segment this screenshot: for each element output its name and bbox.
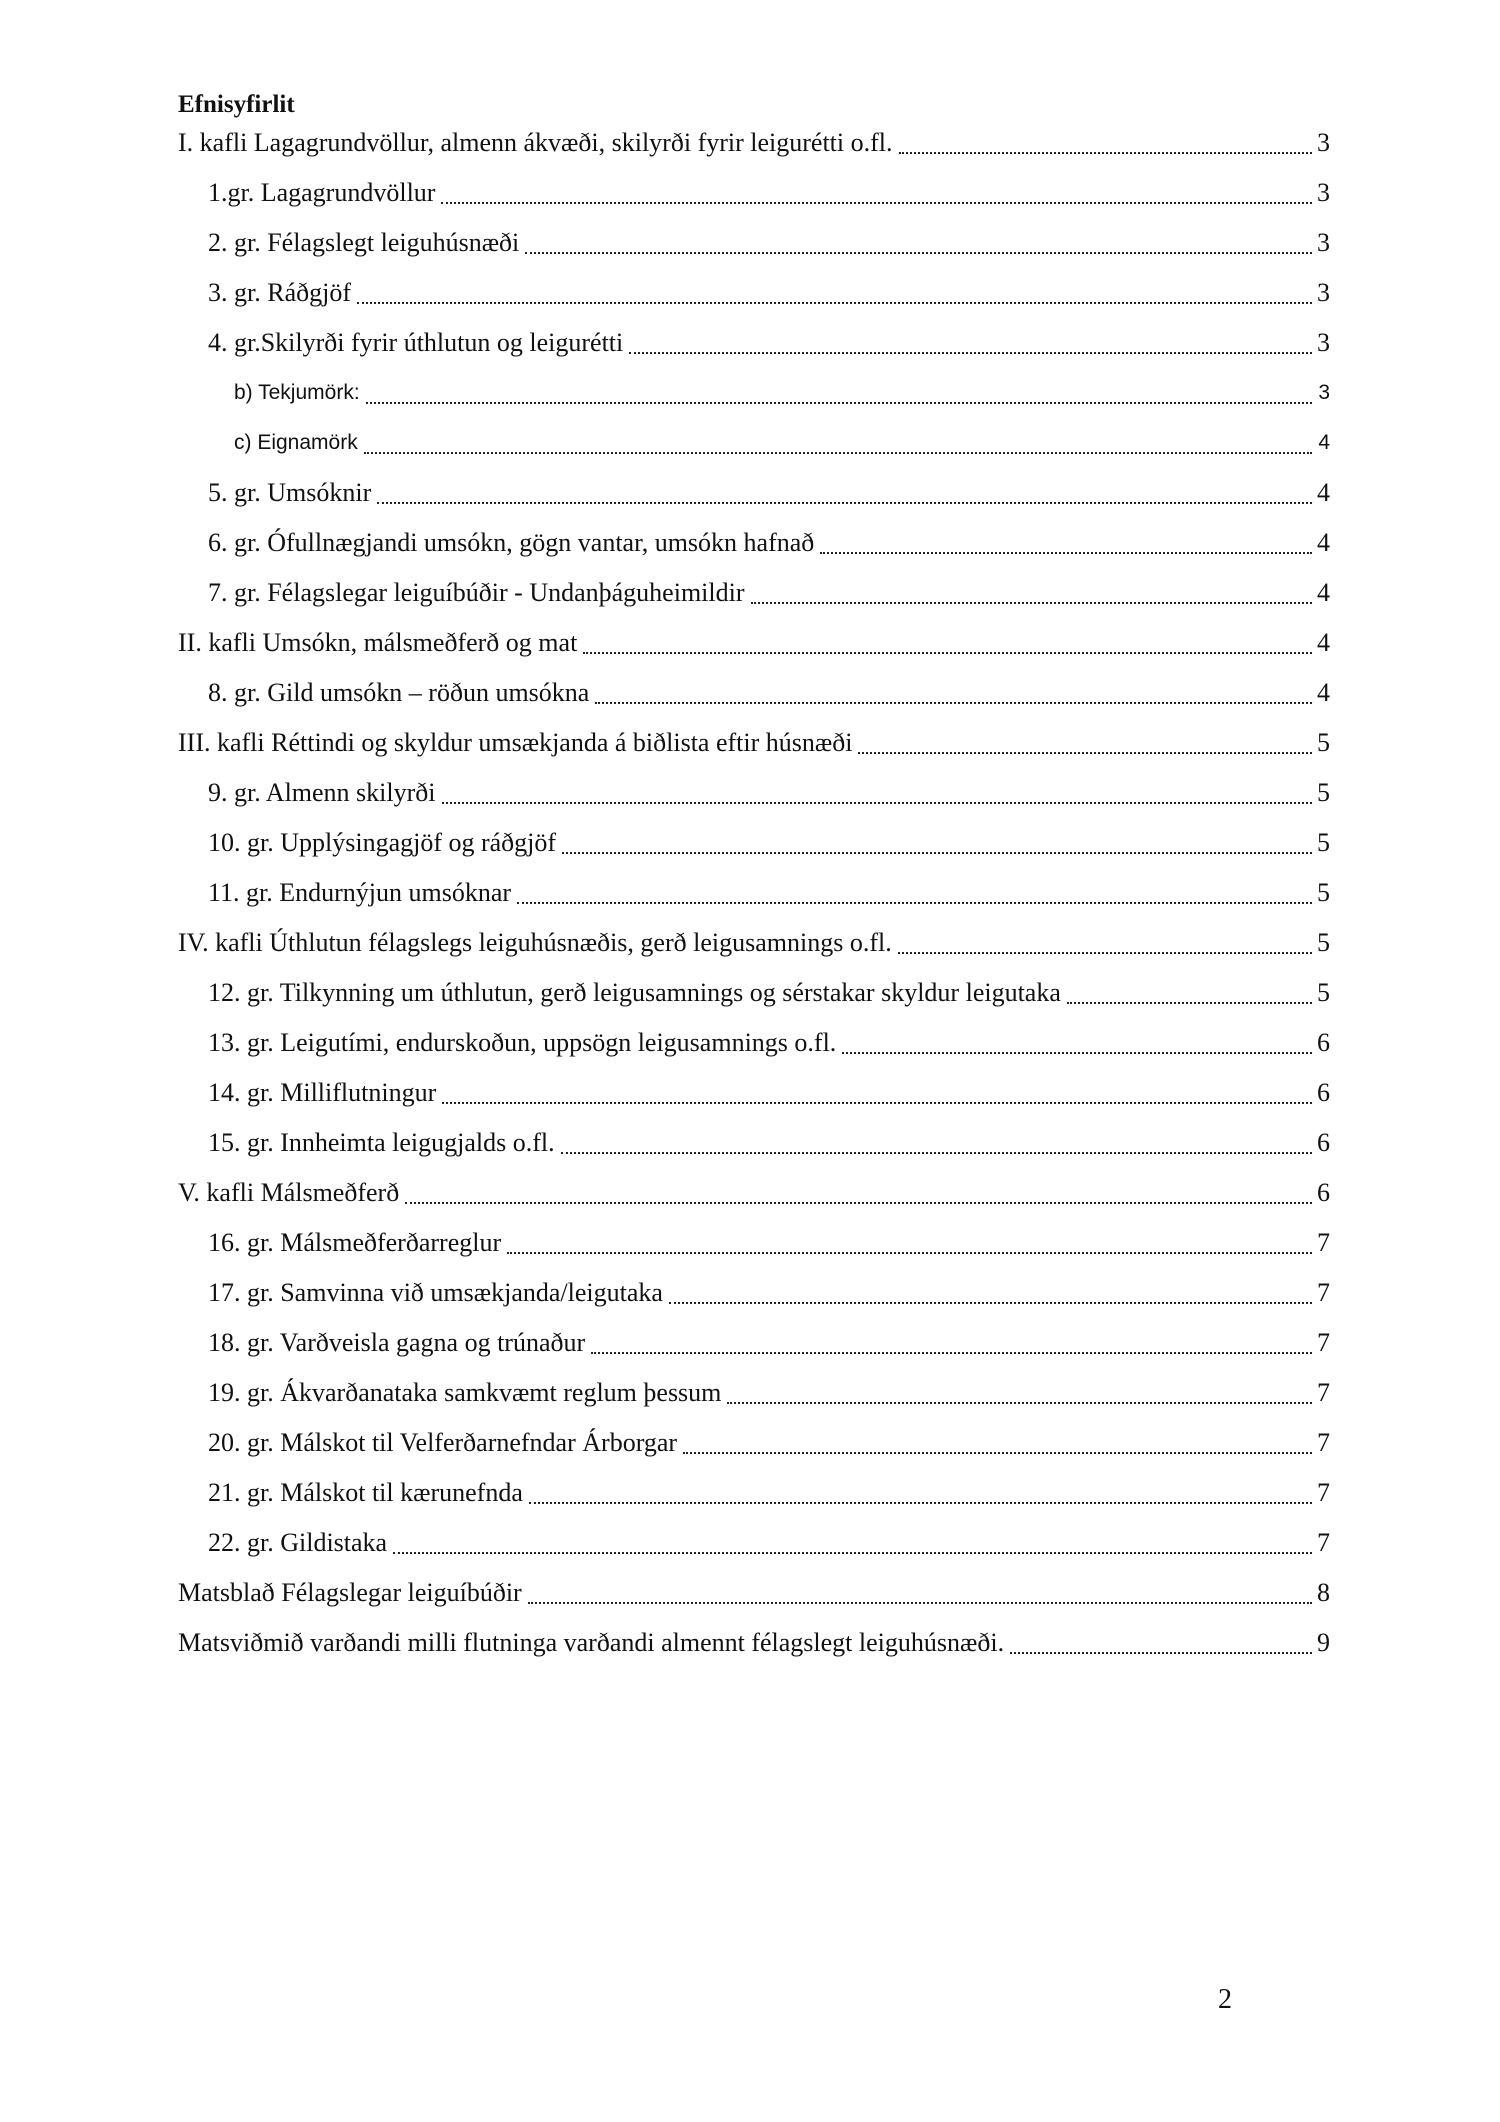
toc-dot-leader bbox=[441, 178, 1312, 204]
toc-dot-leader bbox=[562, 828, 1312, 854]
toc-dot-leader bbox=[591, 1328, 1312, 1354]
toc-entry[interactable] bbox=[178, 818, 1330, 868]
toc-dot-leader bbox=[629, 328, 1312, 354]
page-number: 2 bbox=[1218, 1984, 1232, 2015]
toc-dot-leader bbox=[751, 578, 1313, 604]
toc-entry-page: 3 bbox=[1317, 128, 1330, 157]
toc-entry-page: 3 bbox=[1317, 278, 1330, 307]
toc-entry-text: 14. gr. Milliflutningur bbox=[208, 1078, 437, 1107]
toc-entry[interactable] bbox=[178, 1568, 1330, 1618]
toc-entry[interactable] bbox=[178, 468, 1330, 518]
toc-entry[interactable] bbox=[178, 1218, 1330, 1268]
toc-entry-text: 10. gr. Upplýsingagjöf og ráðgjöf bbox=[208, 828, 557, 857]
toc-entry-page: 5 bbox=[1317, 828, 1330, 857]
toc-dot-leader bbox=[669, 1278, 1312, 1304]
toc-entry-page: 4 bbox=[1317, 628, 1330, 657]
toc-dot-leader bbox=[1010, 1628, 1312, 1654]
toc-entry-page: 8 bbox=[1317, 1578, 1330, 1607]
toc-entry-text: 21. gr. Málskot til kærunefnda bbox=[208, 1478, 523, 1507]
toc-dot-leader bbox=[442, 778, 1313, 804]
toc-dot-leader bbox=[517, 878, 1312, 904]
toc-dot-leader bbox=[405, 1178, 1312, 1204]
table-of-contents bbox=[178, 118, 1330, 1668]
toc-entry-page: 7 bbox=[1317, 1428, 1330, 1457]
toc-entry-page: 9 bbox=[1317, 1628, 1330, 1657]
toc-entry[interactable] bbox=[178, 1268, 1330, 1318]
toc-dot-leader bbox=[583, 628, 1312, 654]
toc-dot-leader bbox=[393, 1528, 1312, 1554]
toc-title: Efnisyfirlit bbox=[178, 91, 295, 118]
toc-entry-page: 4 bbox=[1317, 578, 1330, 607]
toc-entry-page: 4 bbox=[1317, 528, 1330, 557]
toc-entry[interactable] bbox=[178, 1368, 1330, 1418]
toc-dot-leader bbox=[727, 1378, 1312, 1404]
toc-entry[interactable] bbox=[178, 1518, 1330, 1568]
toc-entry[interactable] bbox=[178, 1068, 1330, 1118]
toc-entry-page: 5 bbox=[1317, 778, 1330, 807]
toc-entry-page: 6 bbox=[1317, 1128, 1330, 1157]
toc-entry-page: 6 bbox=[1317, 1078, 1330, 1107]
toc-entry[interactable] bbox=[178, 218, 1330, 268]
toc-entry[interactable] bbox=[178, 1468, 1330, 1518]
toc-entry-text: 1.gr. Lagagrundvöllur bbox=[208, 178, 436, 207]
toc-entry[interactable] bbox=[178, 118, 1330, 168]
toc-entry-text: Matsviðmið varðandi milli flutninga varðandi almennt félagslegt leiguhúsnæði. bbox=[178, 1628, 1005, 1657]
toc-entry-page: 5 bbox=[1317, 878, 1330, 907]
toc-entry-page: 6 bbox=[1317, 1178, 1330, 1207]
toc-entry-page: 4 bbox=[1317, 678, 1330, 707]
toc-entry-page: 7 bbox=[1317, 1278, 1330, 1307]
toc-entry-text: 13. gr. Leigutími, endurskoðun, uppsögn leigusamnings o.fl. bbox=[208, 1028, 837, 1057]
toc-entry[interactable] bbox=[178, 518, 1330, 568]
toc-entry-page: 4 bbox=[1318, 431, 1330, 454]
toc-dot-leader bbox=[528, 1578, 1312, 1604]
toc-entry-text: b) Tekjumörk: bbox=[234, 381, 360, 404]
toc-entry-text: 8. gr. Gild umsókn – röðun umsókna bbox=[208, 678, 590, 707]
toc-entry-page: 5 bbox=[1317, 978, 1330, 1007]
toc-dot-leader bbox=[442, 1078, 1312, 1104]
toc-entry-page: 7 bbox=[1317, 1328, 1330, 1357]
toc-dot-leader bbox=[820, 528, 1312, 554]
toc-entry[interactable] bbox=[178, 1018, 1330, 1068]
toc-entry-text: IV. kafli Úthlutun félagslegs leiguhúsnæðis, gerð leigusamnings o.fl. bbox=[178, 928, 892, 957]
toc-entry-text: 5. gr. Umsóknir bbox=[208, 478, 372, 507]
toc-entry-page: 5 bbox=[1317, 928, 1330, 957]
toc-entry-text: I. kafli Lagagrundvöllur, almenn ákvæði, skilyrði fyrir leigurétti o.fl. bbox=[178, 128, 893, 157]
toc-entry-page: 3 bbox=[1317, 228, 1330, 257]
toc-entry[interactable] bbox=[178, 968, 1330, 1018]
toc-dot-leader bbox=[842, 1028, 1312, 1054]
toc-entry[interactable] bbox=[178, 768, 1330, 818]
toc-entry[interactable] bbox=[178, 568, 1330, 618]
toc-entry[interactable] bbox=[178, 868, 1330, 918]
toc-entry[interactable] bbox=[178, 168, 1330, 218]
toc-entry-text: 17. gr. Samvinna við umsækjanda/leigutaka bbox=[208, 1278, 663, 1307]
toc-entry-text: III. kafli Réttindi og skyldur umsækjanda á biðlista eftir húsnæði bbox=[178, 728, 853, 757]
toc-entry[interactable] bbox=[178, 368, 1330, 418]
toc-entry[interactable] bbox=[178, 318, 1330, 368]
toc-entry-page: 7 bbox=[1317, 1378, 1330, 1407]
toc-entry-page: 5 bbox=[1317, 728, 1330, 757]
toc-entry[interactable] bbox=[178, 418, 1330, 468]
toc-dot-leader bbox=[507, 1228, 1312, 1254]
toc-entry-page: 3 bbox=[1318, 381, 1330, 404]
toc-entry[interactable] bbox=[178, 718, 1330, 768]
toc-entry-text: 16. gr. Málsmeðferðarreglur bbox=[208, 1228, 502, 1257]
toc-entry[interactable] bbox=[178, 668, 1330, 718]
toc-entry-page: 3 bbox=[1317, 328, 1330, 357]
toc-dot-leader bbox=[525, 228, 1312, 254]
toc-entry[interactable] bbox=[178, 1318, 1330, 1368]
toc-entry-text: II. kafli Umsókn, málsmeðferð og mat bbox=[178, 628, 578, 657]
toc-entry-text: 22. gr. Gildistaka bbox=[208, 1528, 388, 1557]
toc-dot-leader bbox=[529, 1478, 1312, 1504]
toc-entry-text: Matsblað Félagslegar leiguíbúðir bbox=[178, 1578, 522, 1607]
toc-dot-leader bbox=[898, 928, 1312, 954]
toc-entry-text: 3. gr. Ráðgjöf bbox=[208, 278, 351, 307]
toc-entry-text: 15. gr. Innheimta leigugjalds o.fl. bbox=[208, 1128, 555, 1157]
toc-entry[interactable] bbox=[178, 918, 1330, 968]
toc-entry-text: 20. gr. Málskot til Velferðarnefndar Árborgar bbox=[208, 1428, 678, 1457]
toc-entry-page: 7 bbox=[1317, 1478, 1330, 1507]
toc-dot-leader bbox=[683, 1428, 1312, 1454]
toc-dot-leader bbox=[595, 678, 1312, 704]
toc-dot-leader bbox=[858, 728, 1312, 754]
toc-entry-text: 7. gr. Félagslegar leiguíbúðir - Undanþáguheimildir bbox=[208, 578, 745, 607]
toc-dot-leader bbox=[366, 378, 1312, 404]
toc-entry[interactable] bbox=[178, 618, 1330, 668]
toc-dot-leader bbox=[561, 1128, 1312, 1154]
toc-entry-text: 6. gr. Ófullnægjandi umsókn, gögn vantar, umsókn hafnað bbox=[208, 528, 815, 557]
toc-entry-text: 2. gr. Félagslegt leiguhúsnæði bbox=[208, 228, 520, 257]
toc-entry[interactable] bbox=[178, 1168, 1330, 1218]
toc-entry-text: 18. gr. Varðveisla gagna og trúnaður bbox=[208, 1328, 586, 1357]
toc-entry[interactable] bbox=[178, 1418, 1330, 1468]
toc-entry-page: 7 bbox=[1317, 1228, 1330, 1257]
toc-entry-page: 3 bbox=[1317, 178, 1330, 207]
toc-entry-text: c) Eignamörk bbox=[234, 431, 358, 454]
toc-entry[interactable] bbox=[178, 1118, 1330, 1168]
toc-dot-leader bbox=[899, 128, 1312, 154]
toc-entry-text: V. kafli Málsmeðferð bbox=[178, 1178, 400, 1207]
toc-dot-leader bbox=[377, 478, 1312, 504]
toc-dot-leader bbox=[364, 428, 1312, 454]
toc-entry[interactable] bbox=[178, 1618, 1330, 1668]
toc-entry-page: 4 bbox=[1317, 478, 1330, 507]
toc-dot-leader bbox=[1067, 978, 1312, 1004]
toc-entry-page: 7 bbox=[1317, 1528, 1330, 1557]
toc-entry-text: 11. gr. Endurnýjun umsóknar bbox=[208, 878, 512, 907]
toc-dot-leader bbox=[357, 278, 1312, 304]
toc-entry-text: 4. gr.Skilyrði fyrir úthlutun og leigurétti bbox=[208, 328, 624, 357]
toc-entry[interactable] bbox=[178, 268, 1330, 318]
toc-entry-text: 12. gr. Tilkynning um úthlutun, gerð leigusamnings og sérstakar skyldur leigutaka bbox=[208, 978, 1061, 1007]
toc-entry-page: 6 bbox=[1317, 1028, 1330, 1057]
toc-entry-text: 9. gr. Almenn skilyrði bbox=[208, 778, 436, 807]
toc-entry-text: 19. gr. Ákvarðanataka samkvæmt reglum þessum bbox=[208, 1378, 722, 1407]
